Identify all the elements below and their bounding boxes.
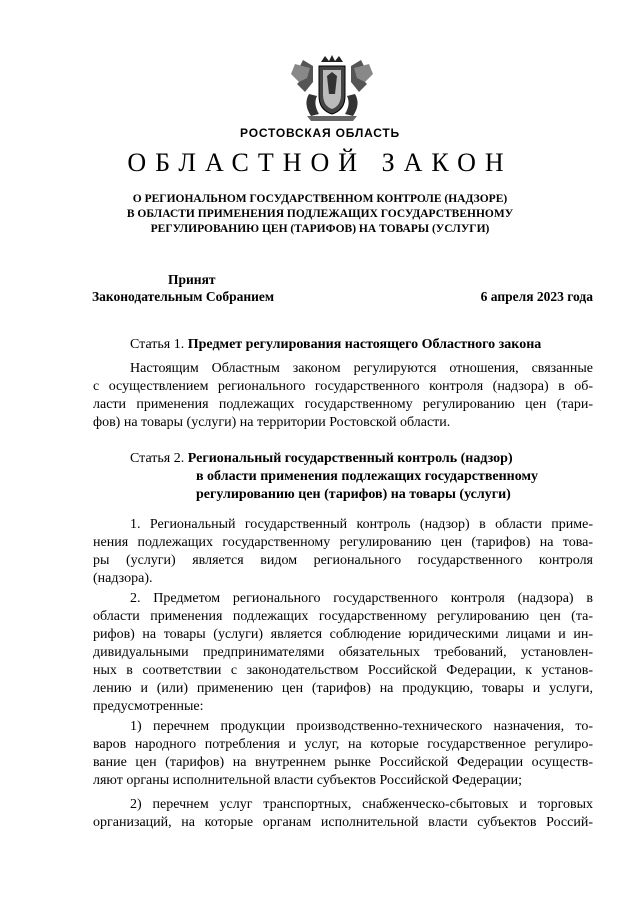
adoption-label-line2: Законодательным Собранием <box>92 289 275 304</box>
text-line: организаций, на которые органам исполнительной власти субъектов Россий- <box>93 815 593 830</box>
article1-title: Предмет регулирования настоящего Областного закона <box>187 337 542 352</box>
text-line: рифов) на товары (услуги) является соблюдение юридическими лицами и ин- <box>93 627 593 642</box>
article2-paragraph-1 <box>93 516 593 588</box>
text-line: 1. Региональный государственный контроль (надзор) в области приме- <box>130 517 593 532</box>
text-line: варов народного потребления и услуг, на которые государственное регулиро- <box>93 737 593 752</box>
article2-paragraph-2 <box>93 590 593 716</box>
article2-title-line: регулированию цен (тарифов) на товары (услуги) <box>196 487 511 502</box>
text-line: ных в соответствии с законодательством Российской Федерации, к установ- <box>93 663 593 678</box>
law-title-line: О РЕГИОНАЛЬНОМ ГОСУДАРСТВЕННОМ КОНТРОЛЕ (НАДЗОРЕ) <box>132 193 508 205</box>
coat-of-arms-emblem <box>283 54 381 122</box>
text-line: вание цен (тарифов) на внутреннем рынке Российской Федерации осуществ- <box>93 755 593 770</box>
adoption-label <box>92 271 274 305</box>
article2-heading <box>93 450 613 504</box>
text-line: дивидуальными предпринимателями обязательных требований, установлен- <box>93 645 593 660</box>
article2-prefix: Статья 2. <box>130 451 185 466</box>
text-line: нения подлежащих государственному регулированию цен (тарифов) на това- <box>93 535 593 550</box>
article1-text <box>93 360 593 432</box>
adoption-date: 6 апреля 2023 года <box>480 289 593 304</box>
law-title-line: РЕГУЛИРОВАНИЮ ЦЕН (ТАРИФОВ) НА ТОВАРЫ (УСЛУГИ) <box>150 223 490 235</box>
text-line: ляют органы исполнительной власти субъектов Российской Федерации; <box>93 773 523 788</box>
text-line: предусмотренные: <box>93 699 204 714</box>
text-line: 1) перечнем продукции производственно-технического назначения, то- <box>130 719 593 734</box>
text-line: 2) перечнем услуг транспортных, снабженческо-сбытовых и торговых <box>130 797 593 812</box>
article2-title-line: в области применения подлежащих государственному <box>196 469 539 484</box>
article2-item-1 <box>93 718 593 790</box>
text-line: области применения подлежащих государственному регулированию цен (та- <box>93 609 593 624</box>
text-line: (надзора). <box>93 571 153 586</box>
article2-item-2 <box>93 796 593 832</box>
text-line: фов) на товары (услуги) на территории Ростовской области. <box>93 415 451 430</box>
article1-prefix: Статья 1. <box>130 337 185 352</box>
law-title <box>80 192 560 237</box>
text-line: ласти применения подлежащих государственному регулированию цен (тари- <box>93 397 593 412</box>
document-type-heading: ОБЛАСТНОЙ ЗАКОН <box>127 148 513 177</box>
law-title-line: В ОБЛАСТИ ПРИМЕНЕНИЯ ПОДЛЕЖАЩИХ ГОСУДАРСТВЕННОМУ <box>126 208 514 220</box>
text-line: ры (услуги) является видом регионального государственного контроля <box>93 553 593 568</box>
text-line: Настоящим Областным законом регулируются отношения, связанные <box>130 361 593 376</box>
text-line: с осуществлением регионального государственного контроля (надзора) в об- <box>93 379 593 394</box>
text-line: 2. Предметом регионального государственного контроля (надзора) в <box>130 591 593 606</box>
adoption-label-line1: Принят <box>168 272 216 287</box>
text-line: лению и (или) применению цен (тарифов) на продукцию, товары и услуги, <box>93 681 593 696</box>
article2-title-line: Региональный государственный контроль (надзор) <box>187 451 513 466</box>
article1-heading <box>130 336 541 354</box>
region-name: РОСТОВСКАЯ ОБЛАСТЬ <box>240 126 400 140</box>
